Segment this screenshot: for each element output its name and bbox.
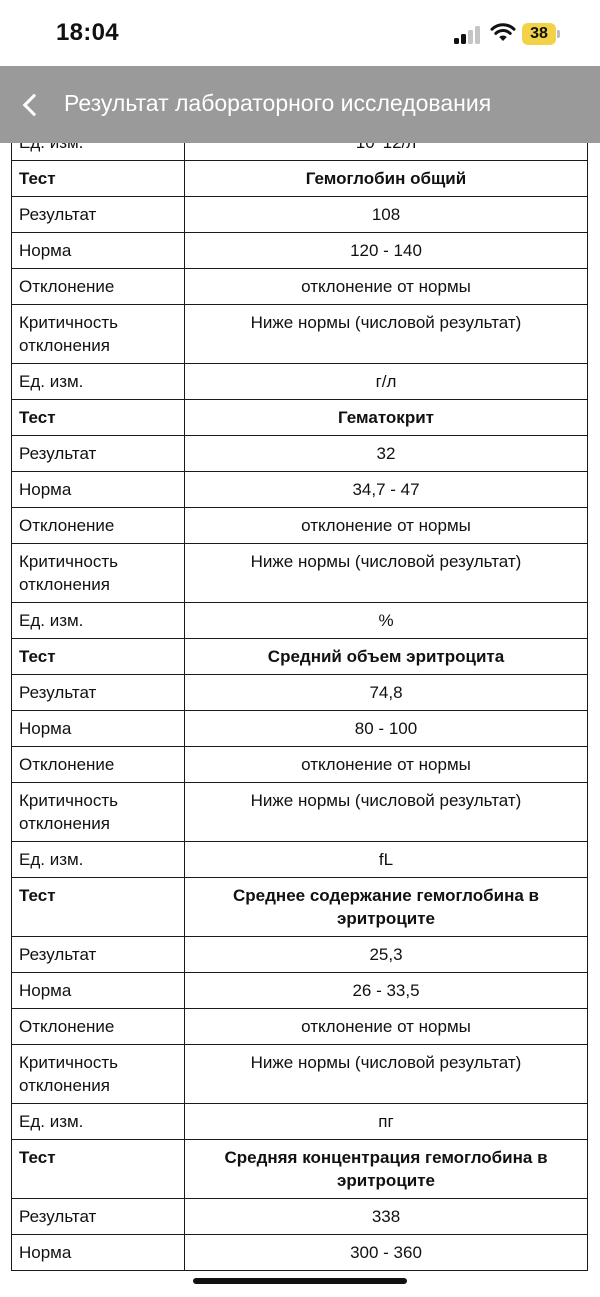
unit-row — [12, 603, 588, 639]
battery-icon — [522, 23, 556, 45]
lab-results-table — [11, 124, 588, 1271]
norm-row-label: Норма — [12, 711, 185, 747]
back-chevron-icon[interactable] — [14, 88, 46, 120]
norm-row-label: Норма — [12, 1235, 185, 1271]
deviation-row-label: Отклонение — [12, 1009, 185, 1045]
deviation-row — [12, 508, 588, 544]
unit-row-label: Ед. изм. — [12, 364, 185, 400]
criticality-row-value: Ниже нормы (числовой результат) — [185, 783, 588, 842]
deviation-row-label: Отклонение — [12, 269, 185, 305]
deviation-row-label: Отклонение — [12, 747, 185, 783]
result-row — [12, 197, 588, 233]
criticality-row-label: Критичность отклонения — [12, 1045, 185, 1104]
test-name-row-value: Средний объем эритроцита — [185, 639, 588, 675]
criticality-row — [12, 783, 588, 842]
unit-row-label: Ед. изм. — [12, 842, 185, 878]
unit-row — [12, 364, 588, 400]
result-row — [12, 436, 588, 472]
result-row-value: 108 — [185, 197, 588, 233]
unit-row-value: пг — [185, 1104, 588, 1140]
unit-row — [12, 1104, 588, 1140]
home-indicator[interactable] — [193, 1278, 407, 1284]
norm-row — [12, 233, 588, 269]
norm-row-value: 300 - 360 — [185, 1235, 588, 1271]
result-row-value: 338 — [185, 1199, 588, 1235]
norm-row-label: Норма — [12, 973, 185, 1009]
test-name-row-label: Тест — [12, 161, 185, 197]
deviation-row-value: отклонение от нормы — [185, 747, 588, 783]
page-title: Результат лабораторного исследования — [64, 90, 492, 116]
norm-row — [12, 1235, 588, 1271]
unit-row-label: Ед. изм. — [12, 603, 185, 639]
unit-row — [12, 842, 588, 878]
result-row-label: Результат — [12, 937, 185, 973]
test-name-row-label: Тест — [12, 1140, 185, 1199]
criticality-row-label: Критичность отклонения — [12, 544, 185, 603]
result-row-label: Результат — [12, 1199, 185, 1235]
unit-row-label: Ед. изм. — [12, 1104, 185, 1140]
test-name-row-value: Гемоглобин общий — [185, 161, 588, 197]
test-name-row-value: Гематокрит — [185, 400, 588, 436]
test-name-row-label: Тест — [12, 878, 185, 937]
deviation-row — [12, 1009, 588, 1045]
norm-row-value: 80 - 100 — [185, 711, 588, 747]
norm-row-value: 26 - 33,5 — [185, 973, 588, 1009]
norm-row-value: 34,7 - 47 — [185, 472, 588, 508]
deviation-row-value: отклонение от нормы — [185, 1009, 588, 1045]
result-row-value: 32 — [185, 436, 588, 472]
results-scroll-area[interactable] — [11, 124, 588, 1271]
test-name-row-value: Средняя концентрация гемоглобина в эритроците — [185, 1140, 588, 1199]
result-row-value: 74,8 — [185, 675, 588, 711]
status-time: 18:04 — [56, 19, 119, 46]
norm-row — [12, 711, 588, 747]
norm-row — [12, 973, 588, 1009]
criticality-row — [12, 1045, 588, 1104]
navigation-bar — [0, 66, 600, 143]
criticality-row — [12, 544, 588, 603]
criticality-row — [12, 305, 588, 364]
criticality-row-value: Ниже нормы (числовой результат) — [185, 305, 588, 364]
result-row-label: Результат — [12, 436, 185, 472]
result-row — [12, 675, 588, 711]
norm-row-value: 120 - 140 — [185, 233, 588, 269]
criticality-row-label: Критичность отклонения — [12, 783, 185, 842]
test-name-row — [12, 639, 588, 675]
test-name-row-label: Тест — [12, 400, 185, 436]
unit-row-value: г/л — [185, 364, 588, 400]
test-name-row-value: Среднее содержание гемоглобина в эритроците — [185, 878, 588, 937]
test-name-row — [12, 161, 588, 197]
result-row-label: Результат — [12, 675, 185, 711]
deviation-row-value: отклонение от нормы — [185, 269, 588, 305]
deviation-row-label: Отклонение — [12, 508, 185, 544]
test-name-row-label: Тест — [12, 639, 185, 675]
norm-row-label: Норма — [12, 233, 185, 269]
deviation-row — [12, 747, 588, 783]
test-name-row — [12, 1140, 588, 1199]
criticality-row-value: Ниже нормы (числовой результат) — [185, 544, 588, 603]
result-row — [12, 937, 588, 973]
result-row-value: 25,3 — [185, 937, 588, 973]
criticality-row-value: Ниже нормы (числовой результат) — [185, 1045, 588, 1104]
norm-row-label: Норма — [12, 472, 185, 508]
deviation-row-value: отклонение от нормы — [185, 508, 588, 544]
battery-level: 38 — [530, 25, 548, 42]
test-name-row — [12, 400, 588, 436]
unit-row-value: % — [185, 603, 588, 639]
wifi-icon — [490, 22, 516, 42]
result-row-label: Результат — [12, 197, 185, 233]
status-bar — [0, 0, 600, 66]
criticality-row-label: Критичность отклонения — [12, 305, 185, 364]
test-name-row — [12, 878, 588, 937]
cellular-signal-icon — [454, 24, 482, 44]
unit-row-value: fL — [185, 842, 588, 878]
deviation-row — [12, 269, 588, 305]
result-row — [12, 1199, 588, 1235]
norm-row — [12, 472, 588, 508]
